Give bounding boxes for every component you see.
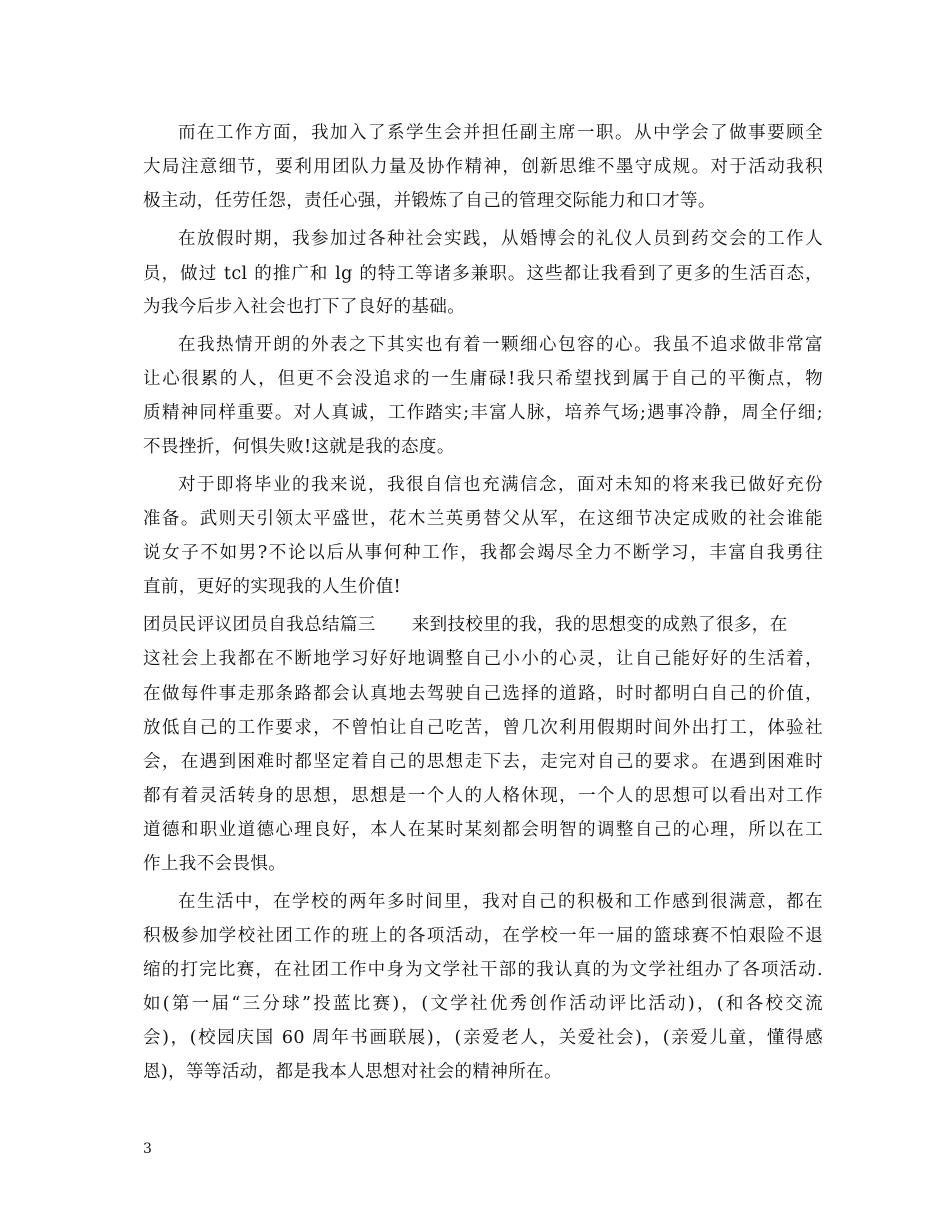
paragraph-line: 直前，更好的实现我的人生价值! [143,577,402,597]
paragraph-line: 作上我不会畏惧。 [143,854,287,874]
page-number: 3 [143,1141,152,1157]
paragraph-line: 对于即将毕业的我来说，我很自信也充满信念，面对未知的将来我已做好充份 [178,475,823,495]
paragraph-line: 说女子不如男?不论以后从事何种工作，我都会竭尽全力不断学习，丰富自我勇往 [143,543,823,563]
section-heading-line [143,615,823,635]
paragraph-line: 准备。武则天引领太平盛世，花木兰英勇替父从军，在这细节决定成败的社会谁能 [143,509,823,529]
paragraph-line: 这社会上我都在不断地学习好好地调整自己小小的心灵，让自己能好好的生活着， [143,649,823,669]
paragraph-line: 道德和职业道德心理良好，本人在某时某刻都会明智的调整自己的心理，所以在工 [143,820,823,840]
paragraph-line: 在我热情开朗的外表之下其实也有着一颗细心包容的心。我虽不追求做非常富 [178,335,823,355]
paragraph-line: 大局注意细节，要利用团队力量及协作精神，创新思维不墨守成规。对于活动我积 [143,157,823,177]
paragraph-line: 让心很累的人，但更不会没追求的一生庸碌!我只希望找到属于自己的平衡点，物 [143,369,823,389]
paragraph-line: 放低自己的工作要求，不曾怕让自己吃苦，曾几次利用假期时间外出打工，体验社 [143,718,823,738]
paragraph-line: 在做每件事走那条路都会认真地去驾驶自己选择的道路，时时都明白自己的价值， [143,684,823,704]
paragraph-line: 如(第一届“三分球”投蓝比赛)，(文学社优秀创作活动评比活动)，(和各校交流 [143,994,823,1014]
paragraph-line: 在生活中，在学校的两年多时间里，我对自己的积极和工作感到很满意，都在 [178,892,823,912]
paragraph-line: 积极参加学校社团工作的班上的各项活动，在学校一年一届的篮球赛不怕艰险不退 [143,926,823,946]
paragraph-line: 恩)，等等活动，都是我本人思想对社会的精神所在。 [143,1062,562,1082]
paragraph-line: 质精神同样重要。对人真诚，工作踏实;丰富人脉，培养气场;遇事冷静，周全仔细; [143,403,823,423]
paragraph-line: 不畏挫折，何惧失败!这就是我的态度。 [143,437,455,457]
paragraph-line: 为我今后步入社会也打下了良好的基础。 [143,297,466,317]
paragraph-line: 会，在遇到困难时都坚定着自己的思想走下去，走完对自己的要求。在遇到困难时 [143,752,823,772]
paragraph-line: 都有着灵活转身的思想，思想是一个人的人格休现，一个人的思想可以看出对工作 [143,786,823,806]
paragraph-text: 来到技校里的我，我的思想变的成熟了很多，在 [411,615,788,635]
paragraph-line: 员，做过 tcl 的推广和 lg 的特工等诸多兼职。这些都让我看到了更多的生活百态， [143,264,823,284]
section-heading: 团员民评议团员自我总结篇三 [143,615,376,635]
paragraph-line: 会)，(校园庆国 60 周年书画联展)，(亲爱老人，关爱社会)，(亲爱儿童，懂得感 [143,1028,823,1048]
paragraph-line: 极主动，任劳任怨，责任心强，并锻炼了自己的管理交际能力和口才等。 [143,191,716,211]
paragraph-line: 在放假时期，我参加过各种社会实践，从婚博会的礼仪人员到药交会的工作人 [178,229,823,249]
paragraph-line: 而在工作方面，我加入了系学生会并担任副主席一职。从中学会了做事要顾全 [178,123,823,143]
paragraph-line: 缩的打完比赛，在社团工作中身为文学社干部的我认真的为文学社组办了各项活动. [143,960,823,980]
